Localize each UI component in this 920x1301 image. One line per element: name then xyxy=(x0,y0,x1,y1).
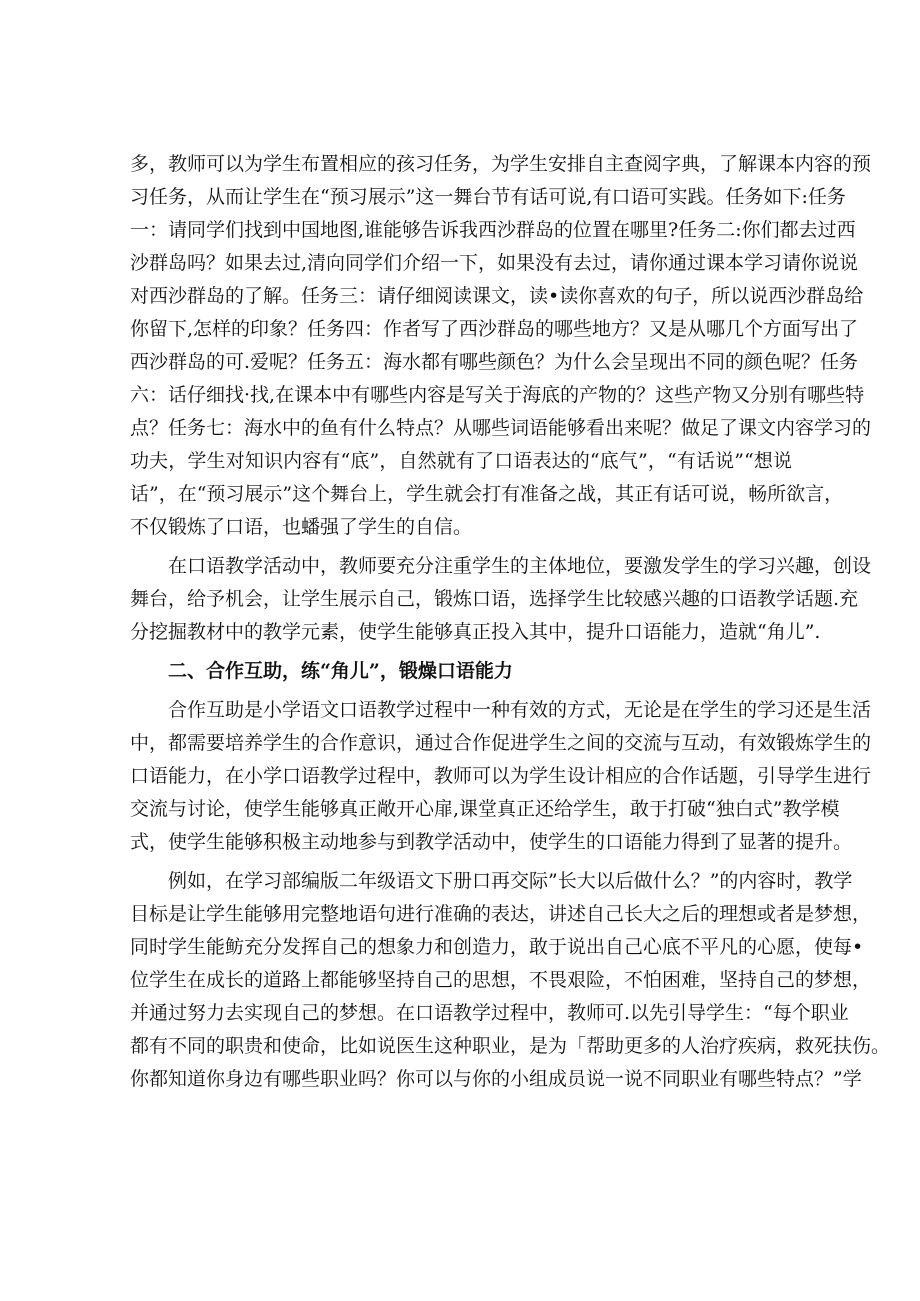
paragraph xyxy=(130,550,872,649)
text-line: 在口语教学活动中，教师要充分注重学生的主体地位，要激发学生的学习兴趣，创设 xyxy=(168,555,872,577)
section-heading xyxy=(130,655,792,688)
text-line: 不仅锻炼了口语，也蟠强了学生的自信。 xyxy=(130,516,473,538)
text-line: 点？任务七：海水中的鱼有什么特点？从哪些词语能够看出来呢？做足了课文内容学习的 xyxy=(130,417,872,439)
text-line: 中，都需要培养学生的合作意识，通过合作促进学生之间的交流与互动，有效锻炼学生的 xyxy=(130,732,872,754)
text-line: 六：话仔细找·找,在课本中有哪些内容是写关于海底的产物的？这些产物又分别有哪些特 xyxy=(130,384,865,406)
text-line: 交流与讨论，使学生能够真正敞开心扉,课堂真正还给学生，敢于打破“独白式”教学模 xyxy=(130,798,840,820)
text-line: 话”，在“预习展示”这个舞台上，学生就会打有准备之战，其正有话可说，畅所欲言， xyxy=(130,483,844,505)
text-line: 一：请同学们找到中国地图,谁能够告诉我西沙群岛的位置在哪里?任务二:你们都去过西 xyxy=(130,219,856,241)
text-line: 同时学生能鲂充分发挥自己的想象力和创造力，敢于说出自己心底不平凡的心愿，使每• xyxy=(130,936,864,958)
text-line: 合作互助是小学语文口语教学过程中一种有效的方式，无论是在学生的学习还是生活 xyxy=(168,699,872,721)
heading-line: 二、合作互助，练“角儿”，锻燥口语能力 xyxy=(168,660,513,682)
text-line: 目标是让学生能够用完整地语句进行准确的表达，讲述自己长大之后的理想或者是梦想， xyxy=(130,903,872,925)
text-line: 西沙群岛的可.爱呢？任务五：海水都有哪些颜色？为什么会呈现出不同的颜色呢？任务 xyxy=(130,351,859,373)
text-line: 沙群岛吗？如果去过,清向同学们介绍一下，如果没有去过，请你通过课本学习请你说说 xyxy=(130,252,859,274)
paragraph xyxy=(130,694,872,859)
text-line: 你留下,怎样的印象？任务四：作者写了西沙群岛的哪些地方？又是从哪几个方面写出了 xyxy=(130,318,859,340)
paragraph-continuation xyxy=(130,148,872,544)
text-line: 都有不同的职贵和使命，比如说医生这种职业，是为「帮助更多的人治疗疾病，救死扶伤。 xyxy=(130,1035,891,1057)
text-line: 习任务，从而让学生在“预习展示”这一舞台节有话可说,有口语可实践。任务如下:任务 xyxy=(130,186,846,208)
text-line: 对西沙群岛的了解。任务三：请仔细阅读课文，读•读你喜欢的句子，所以说西沙群岛给 xyxy=(130,285,864,307)
document-body xyxy=(130,148,891,1096)
paragraph xyxy=(130,865,891,1096)
text-line: 分挖掘教材中的教学元素，使学生能够真正投入其中，提升口语能力，造就“角儿”. xyxy=(130,621,821,643)
text-line: 多，教师可以为学生布置相应的孩习任务，为学生安排自主查阅字典，了解课本内容的预 xyxy=(130,153,872,175)
text-line: 舞台，给予机会，让学生展示自己，锻炼口语，选择学生比较感兴趣的口语教学话题.充 xyxy=(130,588,859,610)
text-line: 位学生在成长的道路上都能够坚持自己的思想，不畏艰险，不怕困难，坚持自己的梦想， xyxy=(130,969,872,991)
text-line: 口语能力，在小学口语教学过程中，教师可以为学生设计相应的合作话题，引导学生进行 xyxy=(130,765,872,787)
text-line: 功夫，学生对知识内容有“底”，自然就有了口语表达的“底气”，“有话说”“想说 xyxy=(130,450,792,472)
text-line: 例如，在学习部编版二年级语文下册口再交际”长大以后做什么？”的内容时，教学 xyxy=(168,870,853,892)
text-line: 式，使学生能够积极主动地参与到教学活动中，使学生的口语能力得到了显著的提升。 xyxy=(130,831,853,853)
text-line: 并通过努力去实现自己的梦想。在口语教学过程中，教师可.以先引导学生：“每个职业 xyxy=(130,1002,849,1024)
text-line: 你都知道你身边有哪些职业吗？你可以与你的小组成员说一说不同职业有哪些特点？”学 xyxy=(130,1068,862,1090)
